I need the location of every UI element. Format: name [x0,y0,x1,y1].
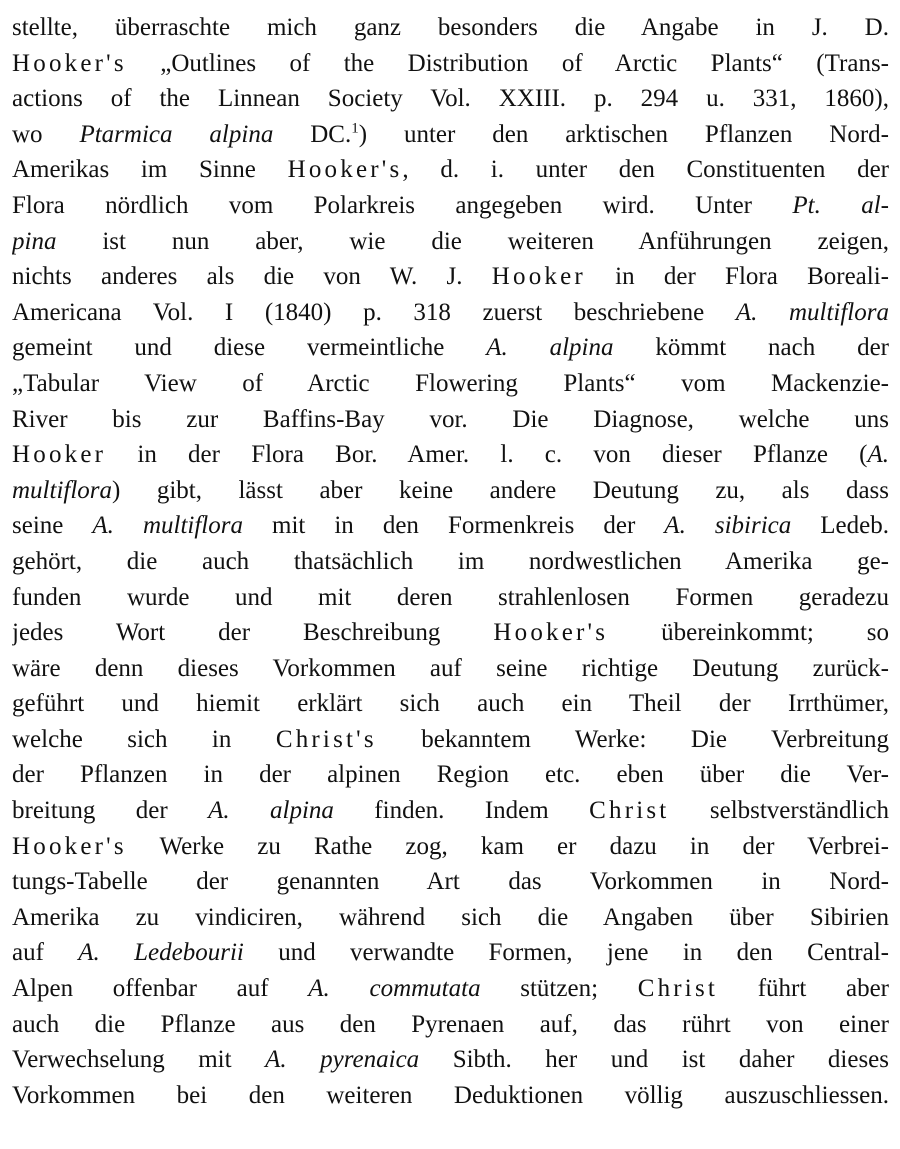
footnote-marker: 1 [351,120,359,137]
text-run: welche sich in [12,725,276,753]
text-run: mit in den Formenkreis der [242,512,665,540]
text-run: in der Flora Boreali- [585,263,889,291]
text-line [12,46,889,82]
italic-run: pina [12,227,57,255]
text-line [12,829,889,865]
text-line [12,793,889,829]
text-run: breitung der [12,797,209,825]
text-run: übereinkommt; so [608,619,889,647]
text-line [12,366,889,402]
text-run: Werke zu Rathe zog, kam er dazu in der Verbrei- [126,832,889,860]
text-run: Alpen offenbar auf [12,975,309,1003]
italic-run: A. [867,441,889,469]
italic-run: A. Ledebourii [78,939,244,967]
text-line [12,224,889,260]
text-run: Americana Vol. I (1840) p. 318 zuerst beschriebene [12,298,736,326]
spaced-name-run: Christ [589,797,670,825]
body-paragraph [12,10,889,1113]
text-line [12,1007,889,1043]
text-run: DC. [273,120,352,148]
text-run: actions of the Linnean Society Vol. XXIII. p. 294 u. 331, 1860), [12,85,889,113]
text-line [12,295,889,331]
text-run: kömmt nach der [613,334,889,362]
text-run: nichts anderes als die von W. J. [12,263,492,291]
text-line [12,900,889,936]
text-run: selbstverständlich [669,797,889,825]
text-run: River bis zur Baffins-Bay vor. Die Diagnose, welche uns [12,405,889,433]
text-line [12,402,889,438]
spaced-name-run: Hooker's [493,619,609,647]
text-run: Flora nördlich vom Polarkreis angegeben wird. Unter [12,191,793,219]
text-run: Verwechselung mit [12,1046,266,1074]
italic-run: A. multiflora [735,298,889,326]
text-run: jedes Wort der Beschreibung [12,619,494,647]
text-run: Ledeb. [791,512,889,540]
text-run: gehört, die auch thatsächlich im nordwestlichen Amerika ge- [12,547,889,575]
text-run: Amerika zu vindiciren, während sich die Angaben über Sibirien [12,903,889,931]
text-line [12,1042,889,1078]
spaced-name-run: Hooker's [12,49,127,77]
text-line [12,580,889,616]
text-run: der Pflanzen in der alpinen Region etc. eben über die Ver- [12,761,889,789]
text-line [12,544,889,580]
text-run: seine [12,512,93,540]
text-line [12,686,889,722]
spaced-name-run: Christ's [275,725,377,753]
text-run: funden wurde und mit deren strahlenlosen Formen geradezu [12,583,889,611]
text-line [12,651,889,687]
text-run: stellte, überraschte mich ganz besonders die Angabe in J. D. [12,14,889,41]
text-run: und verwandte Formen, jene in den Central- [243,939,889,967]
text-run: ) gibt, lässt aber keine andere Deutung zu, als dass [112,476,889,504]
text-line [12,473,889,509]
text-line [12,935,889,971]
text-line [12,152,889,188]
text-line [12,117,889,153]
spaced-name-run: Christ [637,975,719,1003]
text-run: Amerikas im Sinne [12,156,288,184]
text-run: Sibth. her und ist daher dieses [419,1046,889,1074]
text-run: führt aber [718,975,889,1003]
text-run: in der Flora Bor. Amer. l. c. von dieser Pflanze ( [106,441,868,469]
text-run: auf [12,939,79,967]
text-run: ist nun aber, wie die weiteren Anführungen zeigen, [56,227,889,255]
italic-run: A. alpina [486,334,614,362]
italic-run: A. alpina [208,797,334,825]
text-run: auch die Pflanze aus den Pyrenaen auf, das rührt von einer [12,1010,889,1038]
text-line [12,615,889,651]
text-line [12,1078,889,1114]
text-run: gemeint und diese vermeintliche [12,334,487,362]
text-line [12,330,889,366]
text-run: finden. Indem [333,797,590,825]
italic-run: A. commutata [308,975,481,1003]
text-run: stützen; [480,975,638,1003]
italic-run: A. pyrenaica [265,1046,420,1074]
text-run: „Tabular View of Arctic Flowering Plants“ vom Mackenzie- [12,369,889,397]
text-line [12,81,889,117]
text-run: Vorkommen bei den weiteren Deduktionen völlig auszuschliessen. [12,1081,889,1109]
italic-run: A. multiflora [92,512,243,540]
text-line [12,864,889,900]
text-run: tungs-Tabelle der genannten Art das Vorkommen in Nord- [12,868,889,896]
italic-run: A. sibirica [664,512,792,540]
text-line [12,722,889,758]
spaced-name-run: Hooker's [12,832,127,860]
text-run: bekanntem Werke: Die Verbreitung [376,725,889,753]
spaced-name-run: Hooker's [287,156,403,184]
italic-run: multiflora [12,476,113,504]
text-line [12,508,889,544]
italic-run: Ptarmica alpina [79,120,274,148]
text-run: „Outlines of the Distribution of Arctic Plants“ (Trans- [126,49,889,77]
text-run: ) unter den arktischen Pflanzen Nord- [358,120,889,148]
text-run: geführt und hiemit erklärt sich auch ein Theil der Irrthümer, [12,690,889,718]
text-run: wäre denn dieses Vorkommen auf seine richtige Deutung zurück- [12,654,889,682]
text-line [12,10,889,46]
spaced-name-run: Hooker [12,441,107,469]
text-line [12,437,889,473]
italic-run: Pt. al- [792,191,889,219]
text-line [12,971,889,1007]
spaced-name-run: Hooker [491,263,586,291]
text-run: , d. i. unter den Constituenten der [402,156,889,184]
text-run: wo [12,120,80,148]
text-line [12,259,889,295]
text-line [12,188,889,224]
text-line [12,757,889,793]
